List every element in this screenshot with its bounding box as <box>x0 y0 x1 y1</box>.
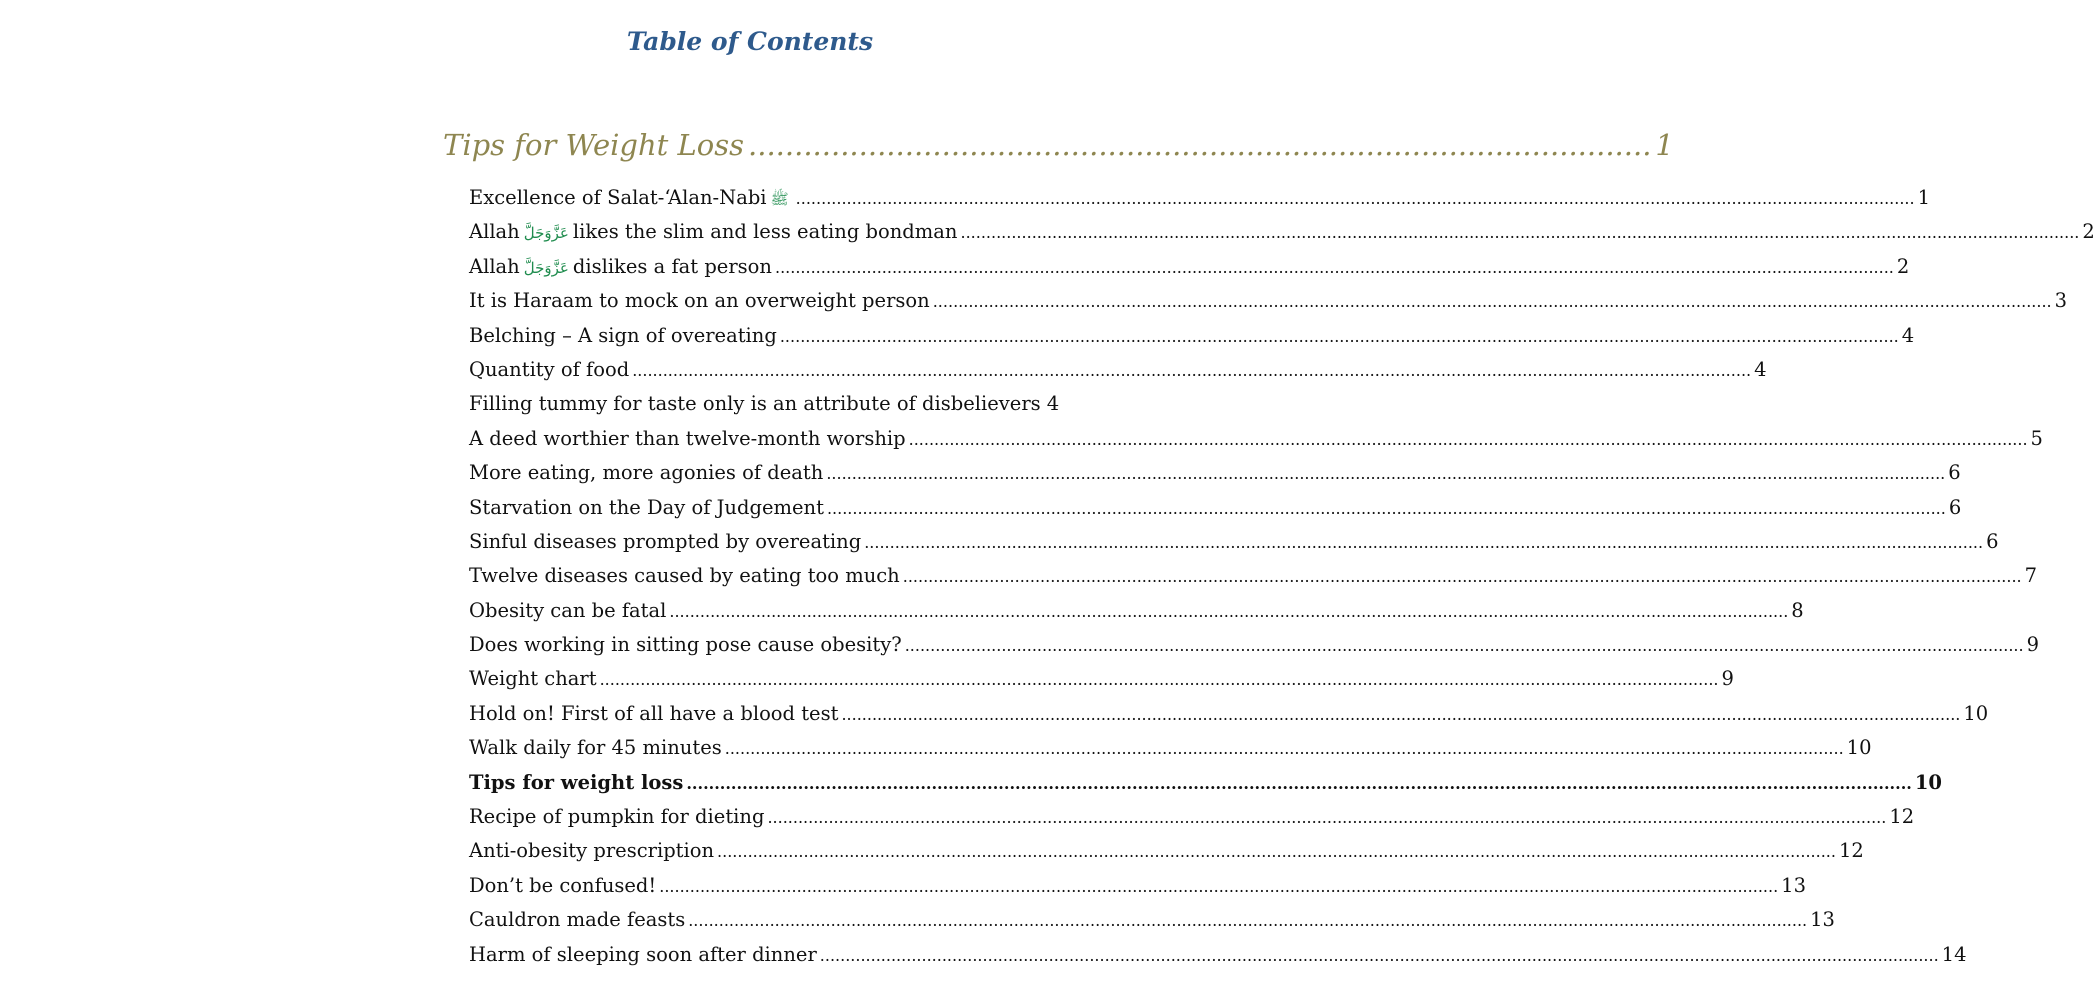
toc-entry[interactable] <box>469 697 1989 731</box>
toc-entry-title <box>469 387 1041 421</box>
toc-entry-text: Allah <box>469 220 520 244</box>
toc-page-number: 10 <box>1914 770 1942 794</box>
toc-page-number: 13 <box>1810 908 1835 932</box>
toc-entry-title <box>469 353 629 387</box>
toc-entry-title <box>469 731 722 765</box>
toc-entry-text: Allah <box>469 254 520 278</box>
toc-entry[interactable] <box>469 594 1804 628</box>
toc-entry-title <box>469 869 656 903</box>
toc-page-number: 1 <box>1917 186 1930 209</box>
toc-page-number: 14 <box>1941 942 1967 966</box>
dot-leader: ............................................................................................................................................................................................................................ <box>659 876 1779 896</box>
toc-entry[interactable] <box>469 903 1835 937</box>
toc-entry-text: It is Haraam to mock on an overweight person <box>469 289 930 313</box>
toc-entry-text: Twelve diseases caused by eating too much <box>469 564 900 588</box>
toc-entry[interactable] <box>469 938 1967 972</box>
toc-page-number: 3 <box>2054 289 2068 313</box>
toc-page-number: 2 <box>2082 220 2095 244</box>
toc-chapter-heading[interactable] <box>443 124 1674 166</box>
toc-entry-title <box>469 525 861 559</box>
dot-leader: ............................................................................................................................................................................................................................ <box>932 292 2052 312</box>
toc-entry[interactable] <box>469 800 1915 834</box>
toc-entry[interactable] <box>469 662 1734 696</box>
dot-leader: ............................................................................................................................................................................................................................ <box>864 532 1984 552</box>
dot-leader: ............................................................................................................................................................................................................................ <box>826 464 1946 484</box>
toc-page-number: 6 <box>1948 495 1962 519</box>
toc-page-number: 10 <box>1963 701 1989 725</box>
toc-page-number: 6 <box>1948 461 1961 485</box>
toc-entry-text: Hold on! First of all have a blood test <box>469 701 839 725</box>
toc-page-number: 2 <box>1896 254 1910 278</box>
toc-entry-text: A deed worthier than twelve-month worship <box>469 426 906 450</box>
dot-leader: ............................................................................................................................................................................................................................ <box>767 808 1887 828</box>
toc-entry[interactable] <box>469 525 1999 559</box>
toc-entry-title <box>469 422 906 456</box>
toc-entry[interactable] <box>469 628 2040 662</box>
toc-page-number: 12 <box>1889 805 1915 829</box>
toc-entry[interactable] <box>469 181 1930 215</box>
dot-leader: ............................................................................................................................................................................................................................ <box>819 945 1939 965</box>
chapter-title: Tips for Weight Loss <box>443 128 745 162</box>
toc-entry-text: Sinful diseases prompted by overeating <box>469 529 862 553</box>
toc-entry-title <box>469 491 824 525</box>
toc-entry-title <box>469 800 764 834</box>
dot-leader: ............................................................................................................................................................................................................................ <box>774 257 1894 277</box>
dot-leader: ............................................................................................................................................................................................................................ <box>599 670 1719 690</box>
toc-entry-text: Filling tummy for taste only is an attribute of disbelievers <box>469 392 1041 416</box>
toc-entry[interactable] <box>469 422 2043 456</box>
toc-entry-title <box>469 766 683 800</box>
toc-entry[interactable] <box>469 834 1864 868</box>
toc-entry-text: Don’t be confused! <box>469 873 657 897</box>
toc-page-number: 5 <box>2030 426 2043 450</box>
toc-entry[interactable] <box>469 731 1872 765</box>
toc-page-number: 8 <box>1791 598 1804 622</box>
toc-page-number: 4 <box>1901 323 1915 347</box>
honorific-calligraphy: عَزَّوَجَلَّ <box>523 224 569 243</box>
toc-entry-title <box>469 559 900 593</box>
toc-entry-text: Weight chart <box>469 667 597 691</box>
toc-entry-text: Anti-obesity prescription <box>469 839 715 863</box>
page-title: Table of Contents <box>626 27 874 56</box>
toc-entry-title <box>469 284 930 318</box>
toc-entry-text: Harm of sleeping soon after dinner <box>469 942 817 966</box>
toc-entry-text: Starvation on the Day of Judgement <box>469 495 824 519</box>
toc-entry[interactable] <box>469 766 1942 800</box>
toc-entry-text: Walk daily for 45 minutes <box>469 736 722 760</box>
toc-entry-text: Recipe of pumpkin for dieting <box>469 805 765 829</box>
toc-entry-text: Tips for weight loss <box>469 770 684 794</box>
dot-leader: ............................................................................................................................................................................................................................ <box>902 567 2022 587</box>
dot-leader: ............................................................................................................................................................................................................................ <box>841 704 1961 724</box>
toc-entry[interactable] <box>469 319 1915 353</box>
toc-page-number: 10 <box>1846 736 1872 760</box>
honorific-calligraphy: ﷺ <box>770 190 789 208</box>
toc-page-number: 6 <box>1986 529 1999 553</box>
toc-entry-text-suffix: dislikes a fat person <box>572 254 772 278</box>
dot-leader: ............................................................................................................................................................................................................................ <box>724 739 1844 759</box>
dot-leader: ............................................................................................................................................................................................................................ <box>908 429 2028 449</box>
toc-entry-text: Obesity can be fatal <box>469 598 667 622</box>
toc-entry-text: More eating, more agonies of death <box>469 461 824 485</box>
dot-leader: .................................................................................................. <box>748 128 1652 162</box>
toc-page-number: 13 <box>1781 873 1806 897</box>
chapter-page-number: 1 <box>1655 128 1674 162</box>
toc-entry[interactable] <box>469 491 1962 525</box>
dot-leader: ............................................................................................................................................................................................................................ <box>779 326 1899 346</box>
toc-entry-title <box>469 834 714 868</box>
dot-leader: ............................................................................................................................................................................................................................ <box>669 601 1789 621</box>
toc-entry-text: Excellence of Salat-‘Alan-Nabi <box>469 186 767 209</box>
dot-leader: ............................................................................................................................................................................................................................ <box>960 223 2080 243</box>
toc-entry-title <box>469 594 666 628</box>
toc-entry-text: Cauldron made feasts <box>469 908 686 932</box>
dot-leader: ............................................................................................................................................................................................................................ <box>795 189 1915 208</box>
dot-leader: ............................................................................................................................................................................................................................ <box>688 911 1808 931</box>
toc-entry-text: Does working in sitting pose cause obesity? <box>469 633 902 657</box>
toc-entry-title <box>469 181 793 216</box>
toc-entry[interactable] <box>469 250 1910 284</box>
toc-entry-title <box>469 250 772 285</box>
toc-page-number: 4 <box>1046 392 1060 416</box>
toc-entry-title <box>469 319 777 353</box>
toc-entry-text-suffix: likes the slim and less eating bondman <box>572 220 958 244</box>
toc-entry[interactable] <box>469 387 1058 421</box>
toc-entry-text: Quantity of food <box>469 357 630 381</box>
toc-page-number: 12 <box>1838 839 1864 863</box>
toc-entry[interactable] <box>469 559 2038 593</box>
toc-entry[interactable] <box>469 215 2095 249</box>
toc-entry-title <box>469 697 838 731</box>
toc-page-number: 9 <box>2026 633 2040 657</box>
dot-leader: ............................................................................................................................................................................................................................ <box>632 360 1752 380</box>
toc-page-number: 7 <box>2024 564 2038 588</box>
toc-entry-title <box>469 628 902 662</box>
toc-entry[interactable] <box>469 353 1767 387</box>
honorific-calligraphy: عَزَّوَجَلَّ <box>523 258 569 277</box>
toc-entry-title <box>469 938 817 972</box>
toc-entry[interactable] <box>469 869 1806 903</box>
dot-leader: ............................................................................................................................................................................................................................ <box>686 773 1912 793</box>
toc-entry-title <box>469 903 685 937</box>
toc-page-number: 4 <box>1754 357 1767 381</box>
toc-entry-text: Belching – A sign of overeating <box>469 323 777 347</box>
toc-entry[interactable] <box>469 284 2068 318</box>
dot-leader: ............................................................................................................................................................................................................................ <box>904 636 2024 656</box>
toc-entry-list <box>469 181 2095 972</box>
toc-entry-title <box>469 662 597 696</box>
dot-leader: ............................................................................................................................................................................................................................ <box>826 498 1946 518</box>
toc-page-number: 9 <box>1721 667 1734 691</box>
dot-leader: ............................................................................................................................................................................................................................ <box>717 842 1836 862</box>
toc-entry[interactable] <box>469 456 1961 490</box>
toc-entry-title <box>469 456 823 490</box>
toc-entry-title <box>469 215 957 250</box>
